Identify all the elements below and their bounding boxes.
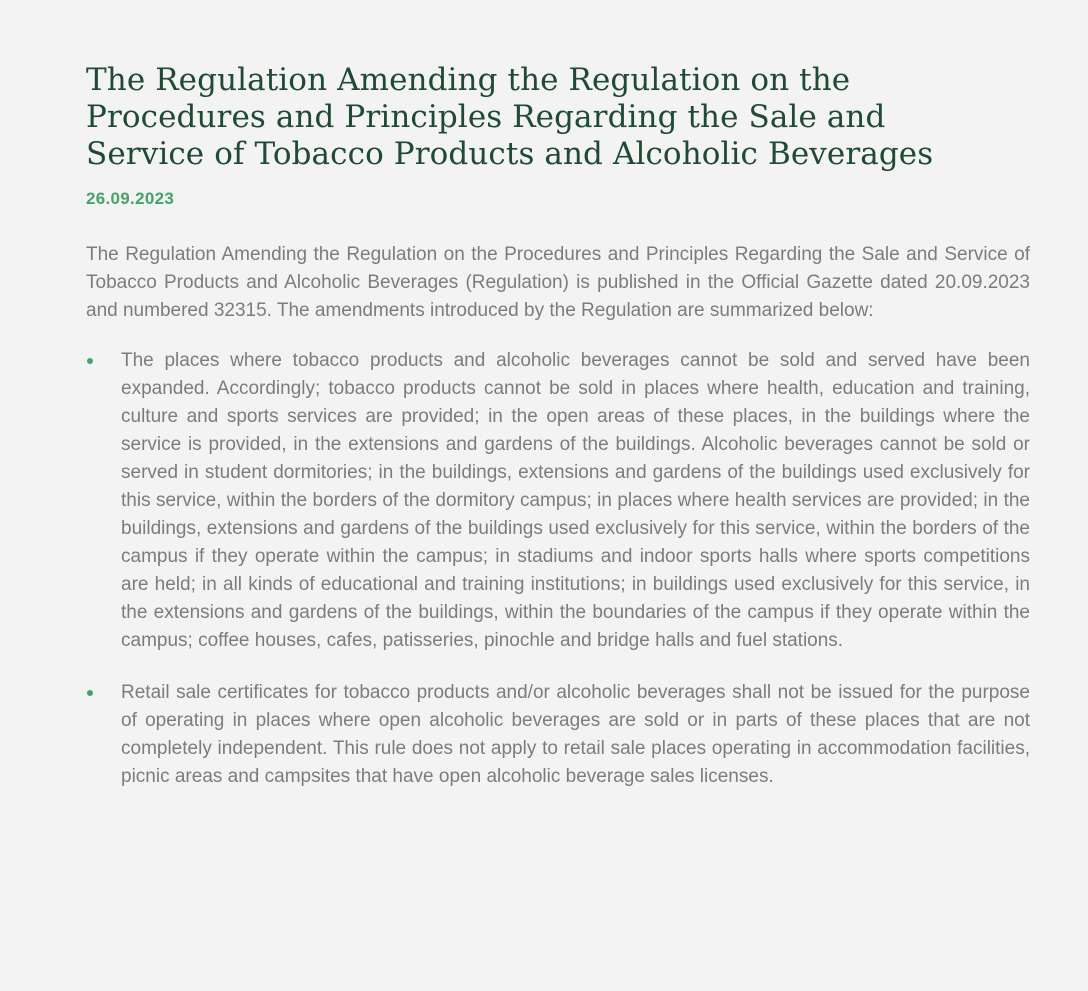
list-item-text: Retail sale certificates for tobacco products and/or alcoholic beverages shall not be issued for the purpose of operating in places where open alcoholic beverages are sold or in parts of these places that are not completely independent. This rule does not apply to retail sale places operating in accommodation facilities, picnic areas and campsites that have open alcoholic beverage sales licenses. (121, 682, 1030, 787)
bullet-icon (87, 358, 93, 364)
amendments-list (86, 347, 1030, 791)
list-item-text: The places where tobacco products and alcoholic beverages cannot be sold and served have been expanded. Accordingly; tobacco products cannot be sold in places where health, education and training, culture and sports services are provided; in the open areas of these places, in the buildings where the service is provided, in the extensions and gardens of the buildings. Alcoholic beverages cannot be sold or served in student dormitories; in the buildings, extensions and gardens of the buildings used exclusively for this service, within the borders of the dormitory campus; in places where health services are provided; in the buildings, extensions and gardens of the buildings used exclusively for this service, within the borders of the campus if they operate within the campus; in stadiums and indoor sports halls where sports competitions are held; in all kinds of educational and training institutions; in buildings used exclusively for this service, in the extensions and gardens of the buildings, within the boundaries of the campus if they operate within the campus; coffee houses, cafes, patisseries, pinochle and bridge halls and fuel stations. (121, 350, 1030, 651)
article-date: 26.09.2023 (86, 189, 175, 208)
list-item (86, 679, 1030, 791)
bullet-icon (87, 690, 93, 696)
list-item (86, 347, 1030, 655)
article-intro: The Regulation Amending the Regulation on the Procedures and Principles Regarding the Sale and Service of Tobacco Products and Alcoholic Beverages (Regulation) is published in the Official Gazette dated 20.09.2023 and numbered 32315. The amendments introduced by the Regulation are summarized below: (86, 244, 1030, 321)
article-title: The Regulation Amending the Regulation on the Procedures and Principles Regarding the Sale and Service of Tobacco Products and Alcoholic Beverages (86, 62, 934, 172)
